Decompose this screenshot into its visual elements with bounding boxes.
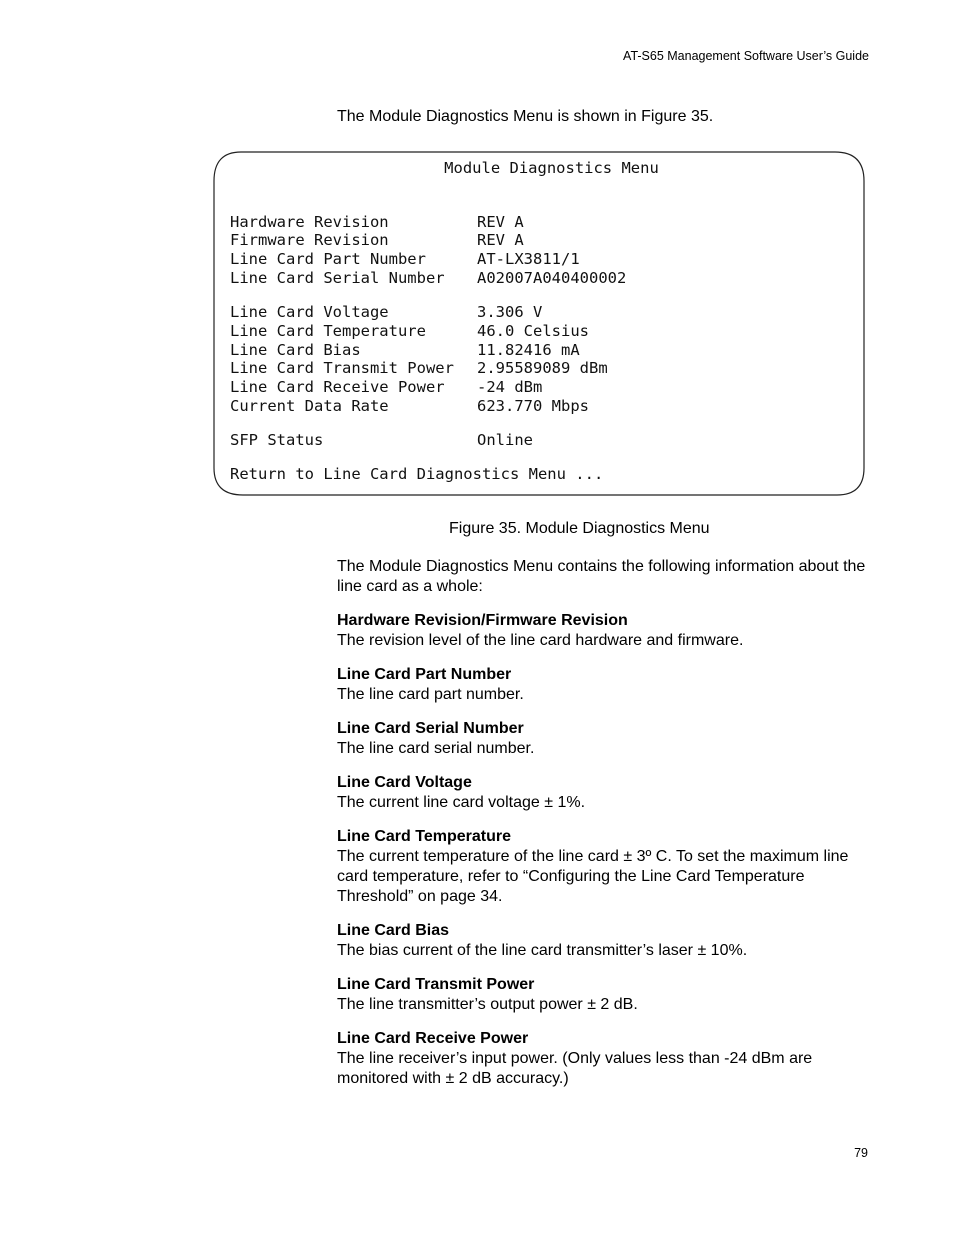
row-value: REV A	[477, 213, 524, 231]
terminal-row-sfp	[230, 431, 533, 450]
row-key: Line Card Voltage	[230, 303, 389, 321]
row-value: 46.0 Celsius	[477, 322, 589, 340]
definition-heading: Line Card Transmit Power	[337, 976, 535, 993]
terminal-row	[230, 303, 542, 322]
intro-text: The Module Diagnostics Menu is shown in Figure 35.	[337, 108, 714, 125]
body-text	[337, 557, 877, 1103]
row-value: A02007A040400002	[477, 269, 627, 287]
terminal-title: Module Diagnostics Menu	[444, 159, 659, 177]
row-key: Line Card Part Number	[230, 250, 426, 268]
row-value: 11.82416 mA	[477, 341, 580, 359]
row-value: -24 dBm	[477, 378, 543, 396]
definition-text: The revision level of the line card hardware and firmware.	[337, 632, 744, 649]
definition-heading: Line Card Voltage	[337, 774, 472, 791]
definition-text: The current temperature of the line card ± 3º C. To set the maximum line card temperature, refer to “Configuring the Line Card Temperature Threshold” on page 34.	[337, 848, 849, 905]
definition-heading: Hardware Revision/Firmware Revision	[337, 612, 628, 629]
definition-text: The line card serial number.	[337, 740, 535, 757]
terminal-row	[230, 322, 589, 341]
definition-text: The line transmitter’s output power ± 2 dB.	[337, 996, 638, 1013]
row-key: Line Card Receive Power	[230, 378, 445, 396]
definition-heading: Line Card Bias	[337, 922, 450, 939]
definition-text: The line receiver’s input power. (Only values less than -24 dBm are monitored with ± 2 dB accuracy.)	[337, 1050, 813, 1087]
row-key: Hardware Revision	[230, 213, 389, 231]
definition-heading: Line Card Receive Power	[337, 1030, 529, 1047]
row-value: Online	[477, 431, 533, 449]
page-number: 79	[854, 1146, 868, 1160]
definition-text: The current line card voltage ± 1%.	[337, 794, 586, 811]
row-key: Line Card Temperature	[230, 322, 426, 340]
row-value: 2.95589089 dBm	[477, 359, 608, 377]
terminal-row	[230, 341, 580, 360]
definition-item	[337, 611, 877, 651]
definition-item	[337, 665, 877, 705]
terminal-row	[230, 378, 542, 397]
definition-heading: Line Card Part Number	[337, 666, 512, 683]
terminal-row	[230, 397, 589, 416]
terminal-row	[230, 359, 608, 378]
definition-text: The bias current of the line card transmitter’s laser ± 10%.	[337, 942, 748, 959]
row-value: REV A	[477, 231, 524, 249]
definition-item	[337, 975, 877, 1015]
row-key: Line Card Bias	[230, 341, 361, 359]
definition-heading: Line Card Serial Number	[337, 720, 524, 737]
terminal-row	[230, 213, 524, 232]
definition-heading: Line Card Temperature	[337, 828, 511, 845]
definition-item	[337, 827, 877, 907]
terminal-row	[230, 231, 524, 250]
definition-item	[337, 921, 877, 961]
figure-caption: Figure 35. Module Diagnostics Menu	[449, 520, 710, 537]
row-value: AT-LX3811/1	[477, 250, 580, 268]
definition-text: The line card part number.	[337, 686, 524, 703]
running-header: AT-S65 Management Software User’s Guide	[623, 49, 869, 63]
return-menu-option: Return to Line Card Diagnostics Menu ...	[230, 465, 604, 483]
row-key: Line Card Serial Number	[230, 269, 445, 287]
terminal-screen	[213, 151, 863, 495]
terminal-row	[230, 250, 580, 269]
row-value: 623.770 Mbps	[477, 397, 589, 415]
row-key: Current Data Rate	[230, 397, 389, 415]
definition-item	[337, 719, 877, 759]
row-key: Line Card Transmit Power	[230, 359, 454, 377]
definition-item	[337, 773, 877, 813]
row-key: SFP Status	[230, 431, 324, 449]
row-key: Firmware Revision	[230, 231, 389, 249]
lead-paragraph: The Module Diagnostics Menu contains the following information about the line card as a whole:	[337, 558, 866, 595]
definition-item	[337, 1029, 877, 1089]
row-value: 3.306 V	[477, 303, 543, 321]
terminal-row	[230, 269, 626, 288]
